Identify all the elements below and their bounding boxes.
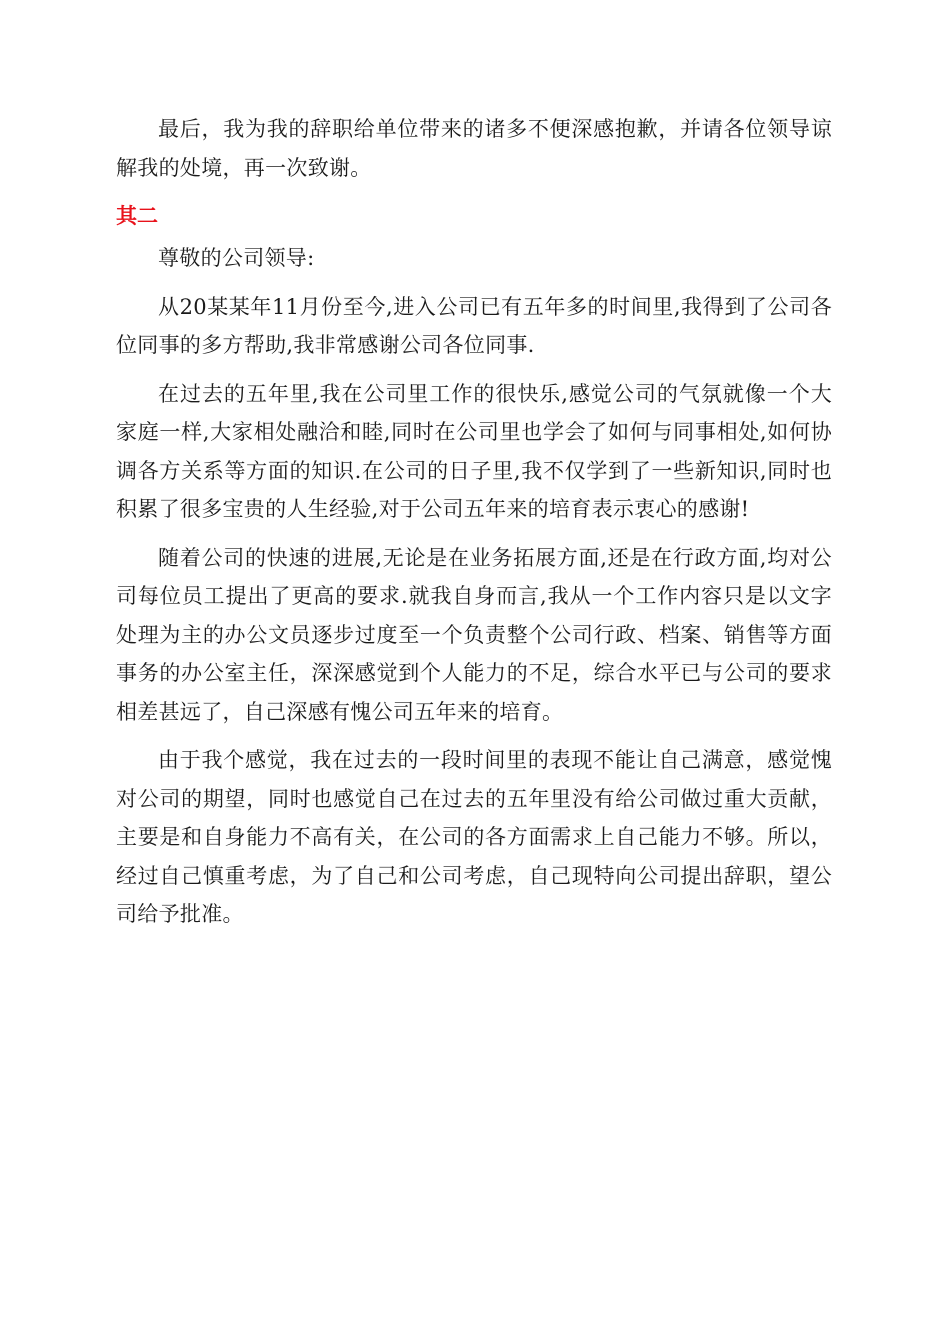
body-paragraph-3: 随着公司的快速的进展,无论是在业务拓展方面,还是在行政方面,均对公司每位员工提出了更高的要求.就我自身而言,我从一个工作内容只是以文字处理为主的办公文员逐步过度至一个负责整个公司行政、档案、销售等方面事务的办公室主任，深深感觉到个人能力的不足，综合水平已与公司的要求相差甚远了，自己深感有愧公司五年来的培育。 <box>116 545 832 724</box>
body-paragraph-1: 从20某某年11月份至今,进入公司已有五年多的时间里,我得到了公司各位同事的多方帮助,我非常感谢公司各位同事. <box>116 294 832 357</box>
body-paragraph-2: 在过去的五年里,我在公司里工作的很快乐,感觉公司的气氛就像一个大家庭一样,大家相处融洽和睦,同时在公司里也学会了如何与同事相处,如何协调各方关系等方面的知识.在公司的日子里,我不仅学到了一些新知识,同时也积累了很多宝贵的人生经验,对于公司五年来的培育表示衷心的感谢! <box>116 381 832 521</box>
closing-paragraph: 最后，我为我的辞职给单位带来的诸多不便深感抱歉，并请各位领导谅解我的处境，再一次致谢。 <box>116 117 832 180</box>
body-paragraph-4: 由于我个感觉，我在过去的一段时间里的表现不能让自己满意，感觉愧对公司的期望，同时也感觉自己在过去的五年里没有给公司做过重大贡献，主要是和自身能力不高有关，在公司的各方面需求上自己能力不够。所以，经过自己慎重考虑，为了自己和公司考虑，自己现特向公司提出辞职，望公司给予批准。 <box>116 748 832 926</box>
salutation: 尊敬的公司领导: <box>158 246 315 270</box>
document-body <box>116 110 832 944</box>
section-heading: 其二 <box>116 204 158 228</box>
